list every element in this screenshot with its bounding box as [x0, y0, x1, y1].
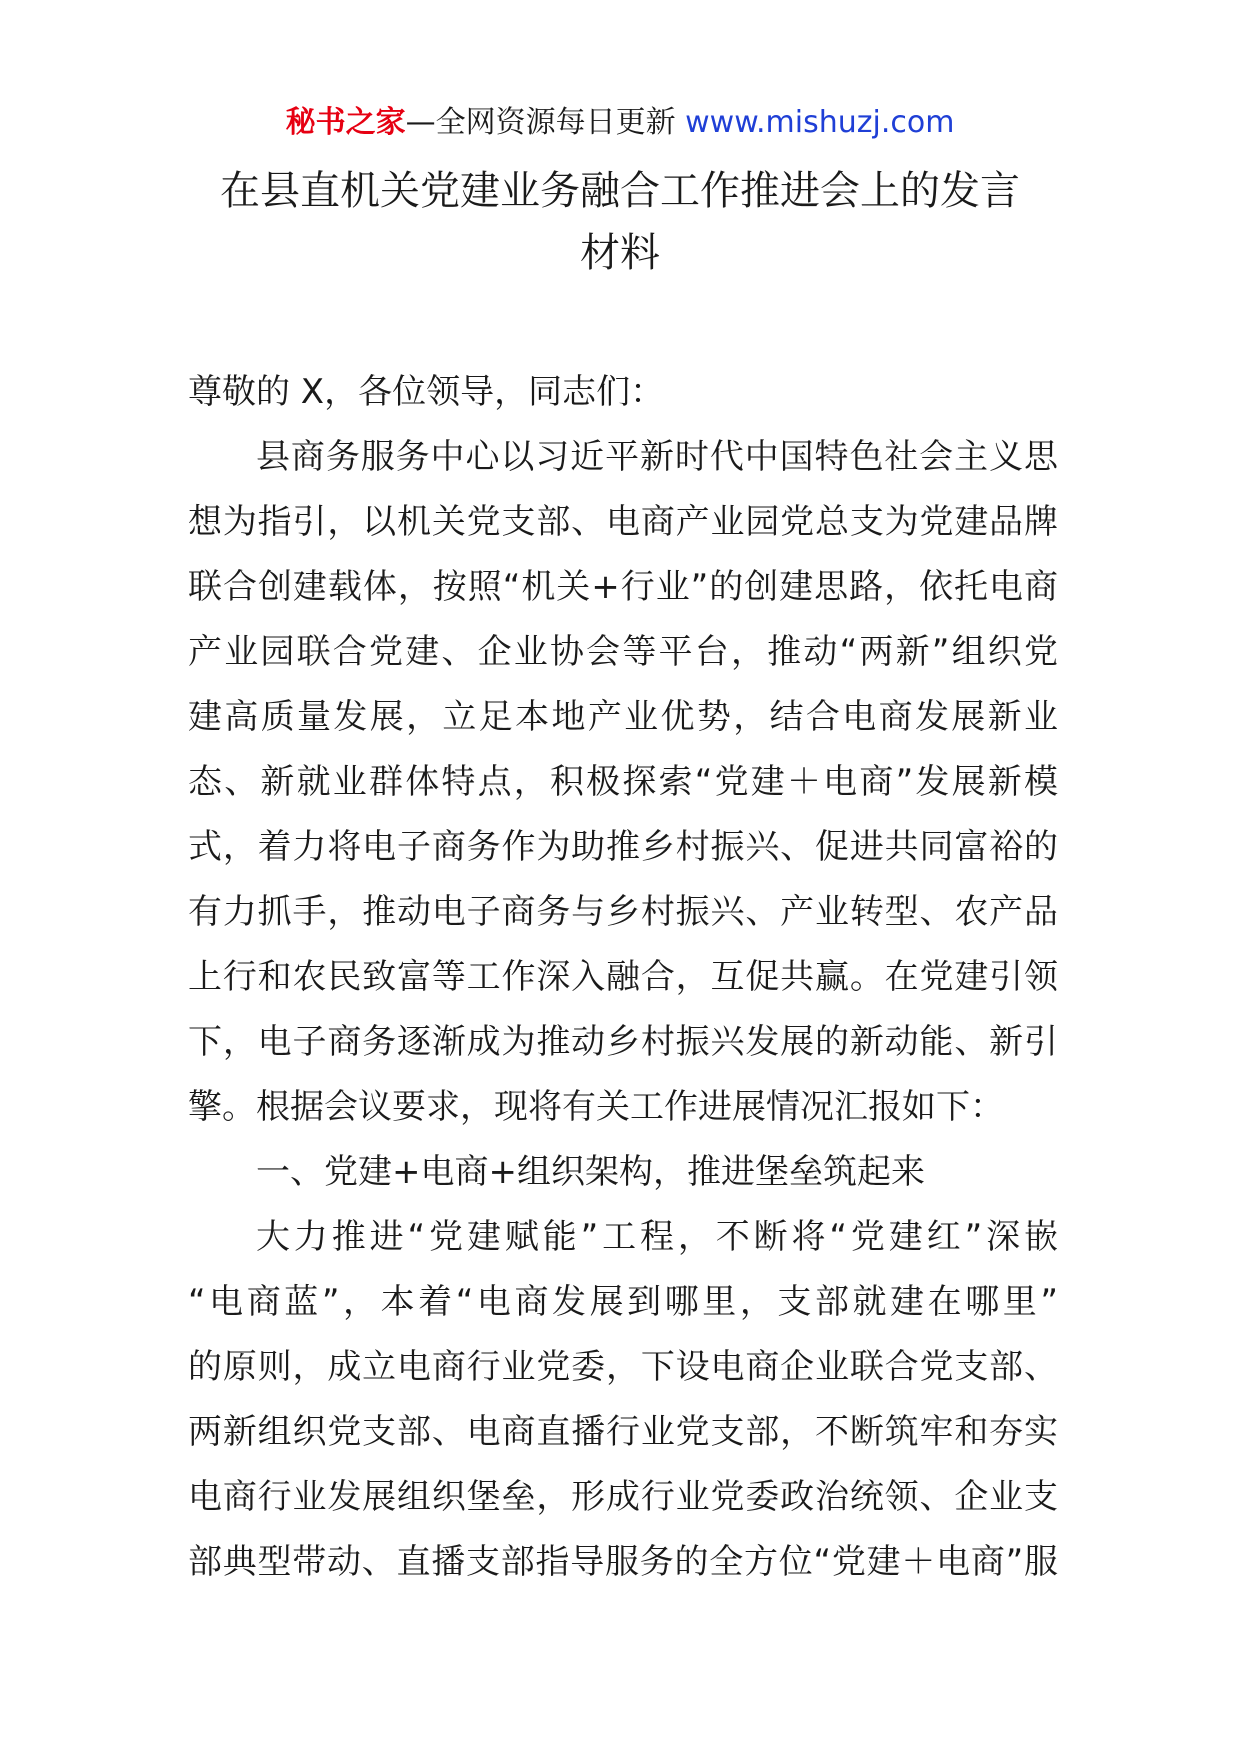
paragraph-line: 大力推进“党建赋能”工程，不断将“党建红”深嵌 [256, 1217, 1058, 1257]
paragraph-line: 擎。根据会议要求，现将有关工作进展情况汇报如下： [188, 1087, 1004, 1127]
paragraph-line: 部典型带动、直播支部指导服务的全方位“党建＋电商”服 [188, 1542, 1058, 1582]
document-title [160, 160, 1080, 284]
paragraph-line: 下，电子商务逐渐成为推动乡村振兴发展的新动能、新引 [188, 1022, 1058, 1062]
paragraph-line: 县商务服务中心以习近平新时代中国特色社会主义思 [256, 437, 1058, 477]
paragraph-line: “电商蓝”，本着“电商发展到哪里，支部就建在哪里” [188, 1282, 1058, 1322]
paragraph-line: 联合创建载体，按照“机关+行业”的创建思路，依托电商 [188, 567, 1058, 607]
site-header [0, 100, 1240, 146]
site-tagline: —全网资源每日更新 [405, 105, 686, 140]
document-body [188, 360, 1058, 1595]
section-heading: 一、党建+电商+组织架构，推进堡垒筑起来 [256, 1152, 925, 1192]
paragraph-line: 产业园联合党建、企业协会等平台，推动“两新”组织党 [188, 632, 1058, 672]
site-brand: 秘书之家 [285, 105, 406, 140]
title-line-2: 材料 [580, 230, 660, 276]
paragraph-line: 有力抓手，推动电子商务与乡村振兴、产业转型、农产品 [188, 892, 1058, 932]
paragraph-line: 态、新就业群体特点，积极探索“党建＋电商”发展新模 [188, 762, 1058, 802]
paragraph-line: 式，着力将电子商务作为助推乡村振兴、促进共同富裕的 [188, 827, 1058, 867]
site-url-link[interactable]: www.mishuzj.com [685, 105, 955, 140]
title-line-1: 在县直机关党建业务融合工作推进会上的发言 [220, 168, 1020, 214]
paragraph-line: 上行和农民致富等工作深入融合，互促共赢。在党建引领 [188, 957, 1058, 997]
paragraph-line: 想为指引，以机关党支部、电商产业园党总支为党建品牌 [188, 502, 1058, 542]
salutation: 尊敬的 X，各位领导，同志们： [188, 372, 665, 412]
paragraph-line: 建高质量发展，立足本地产业优势，结合电商发展新业 [188, 697, 1058, 737]
paragraph-line: 两新组织党支部、电商直播行业党支部，不断筑牢和夯实 [188, 1412, 1058, 1452]
paragraph-line: 的原则，成立电商行业党委，下设电商企业联合党支部、 [188, 1347, 1058, 1387]
paragraph-line: 电商行业发展组织堡垒，形成行业党委政治统领、企业支 [188, 1477, 1058, 1517]
